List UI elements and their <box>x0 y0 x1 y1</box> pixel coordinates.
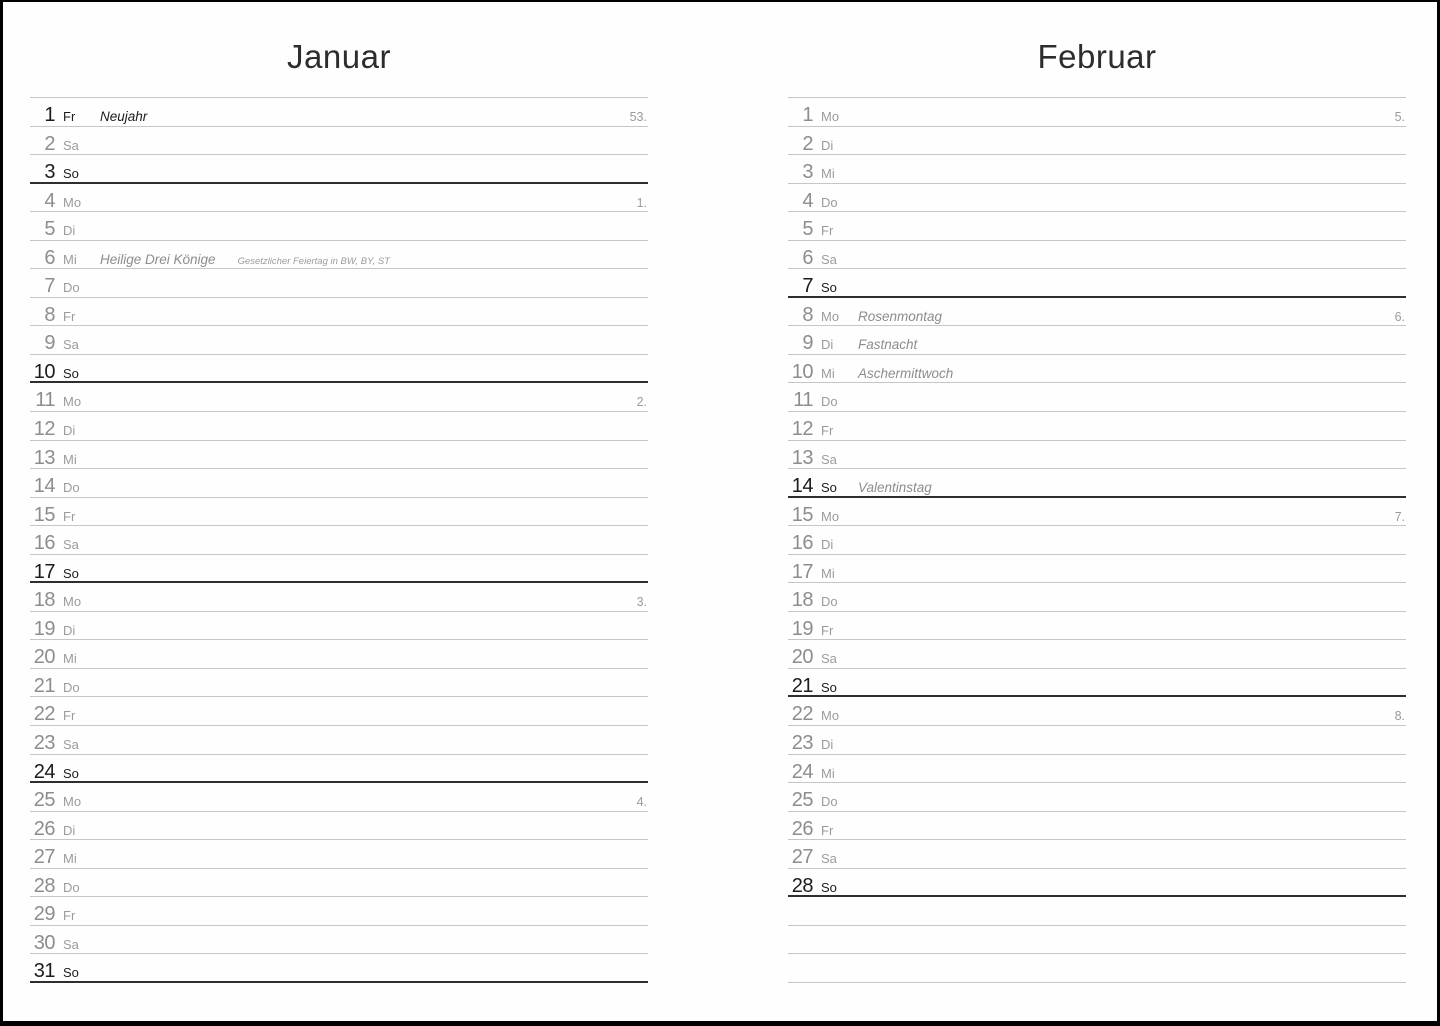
day-number: 5 <box>802 218 813 241</box>
weekday-label: So <box>821 679 837 695</box>
weekday-label: Sa <box>63 537 79 553</box>
holiday-note: Gesetzlicher Feiertag in BW, BY, ST <box>237 255 390 267</box>
day-row <box>788 184 1406 213</box>
day-number: 20 <box>33 646 55 669</box>
day-row <box>30 269 648 298</box>
day-row <box>788 383 1406 412</box>
day-number: 26 <box>33 817 55 840</box>
weekday-label: Di <box>821 337 834 353</box>
day-row <box>30 212 648 241</box>
day-number: 14 <box>33 475 55 498</box>
day-number: 12 <box>791 418 813 441</box>
day-number: 18 <box>33 589 55 612</box>
day-number: 21 <box>791 674 813 697</box>
weekday-label: Mo <box>821 308 840 324</box>
day-number: 25 <box>791 789 813 812</box>
weekday-label: Di <box>63 822 76 838</box>
weekday-label: Fr <box>821 822 834 838</box>
weekday-label: Mo <box>63 194 82 210</box>
day-number: 15 <box>791 503 813 526</box>
day-row <box>30 241 648 270</box>
day-row <box>30 840 648 869</box>
weekday-label: Sa <box>821 651 837 667</box>
day-number: 8 <box>44 303 55 326</box>
day-number: 3 <box>802 161 813 184</box>
day-row <box>30 640 648 669</box>
day-row <box>788 669 1406 698</box>
day-number: 28 <box>33 874 55 897</box>
day-number: 2 <box>802 132 813 155</box>
weekday-label: Do <box>821 194 838 210</box>
day-number: 19 <box>791 617 813 640</box>
day-row <box>788 869 1406 898</box>
weekday-label: So <box>821 480 837 496</box>
day-number: 23 <box>791 732 813 755</box>
day-row <box>30 954 648 983</box>
day-number: 8 <box>802 303 813 326</box>
weekday-label: Mo <box>821 708 840 724</box>
day-row <box>30 612 648 641</box>
day-row <box>30 383 648 412</box>
weekday-label: So <box>821 879 837 895</box>
day-row <box>30 526 648 555</box>
weekday-label: So <box>63 965 79 981</box>
weekday-label: Do <box>821 594 838 610</box>
weekday-label: Di <box>63 622 76 638</box>
weekday-label: Fr <box>821 622 834 638</box>
day-row <box>30 897 648 926</box>
day-row <box>788 526 1406 555</box>
week-number: 1. <box>636 195 647 210</box>
day-row <box>30 669 648 698</box>
day-row <box>788 269 1406 298</box>
weekday-label: Di <box>821 537 834 553</box>
weekday-label: Mo <box>821 109 840 124</box>
day-row <box>788 155 1406 184</box>
weekday-label: Mi <box>63 251 77 267</box>
day-row <box>788 812 1406 841</box>
day-row <box>30 155 648 184</box>
weekday-label: Do <box>821 794 838 810</box>
day-number: 21 <box>33 674 55 697</box>
weekday-label: Do <box>63 280 80 296</box>
day-row <box>30 326 648 355</box>
weekday-label: Mi <box>63 851 77 867</box>
day-number: 17 <box>791 560 813 583</box>
weekday-label: Fr <box>821 423 834 439</box>
weekday-label: Fr <box>63 109 76 124</box>
day-number: 1 <box>44 104 55 126</box>
day-number: 30 <box>33 931 55 954</box>
day-row <box>788 755 1406 784</box>
day-number: 23 <box>33 732 55 755</box>
day-number: 10 <box>791 360 813 383</box>
day-number: 22 <box>33 703 55 726</box>
day-rows <box>30 97 648 983</box>
day-row <box>30 812 648 841</box>
month-january <box>30 2 648 1021</box>
day-number: 9 <box>44 332 55 355</box>
weekday-label: Mi <box>821 166 835 182</box>
day-number: 18 <box>791 589 813 612</box>
day-number: 16 <box>33 532 55 555</box>
day-number: 4 <box>44 189 55 212</box>
weekday-label: Mo <box>63 794 82 810</box>
day-row <box>30 127 648 156</box>
day-row <box>30 697 648 726</box>
day-number: 13 <box>791 446 813 469</box>
weekday-label: Sa <box>63 337 79 353</box>
day-row <box>788 441 1406 470</box>
weekday-label: Sa <box>63 737 79 753</box>
empty-row <box>788 926 1406 955</box>
weekday-label: So <box>63 565 79 581</box>
day-number: 4 <box>802 189 813 212</box>
day-number: 24 <box>791 760 813 783</box>
holiday-label: Rosenmontag <box>858 308 943 324</box>
day-row <box>30 98 648 127</box>
day-number: 19 <box>33 617 55 640</box>
day-number: 29 <box>33 903 55 926</box>
day-number: 11 <box>35 389 55 412</box>
weekday-label: Fr <box>63 908 76 924</box>
day-row <box>788 640 1406 669</box>
weekday-label: Sa <box>821 251 837 267</box>
day-number: 10 <box>33 360 55 383</box>
day-row <box>788 498 1406 527</box>
month-title: Januar <box>287 38 391 75</box>
day-row <box>30 926 648 955</box>
weekday-label: Di <box>821 137 834 153</box>
weekday-label: Fr <box>821 223 834 239</box>
day-row <box>788 355 1406 384</box>
weekday-label: Sa <box>63 137 79 153</box>
holiday-label: Fastnacht <box>858 337 918 353</box>
weekday-label: So <box>63 765 79 781</box>
day-number: 1 <box>802 104 813 126</box>
day-row <box>30 355 648 384</box>
day-number: 22 <box>791 703 813 726</box>
day-row <box>788 212 1406 241</box>
holiday-label: Neujahr <box>100 109 148 124</box>
weekday-label: So <box>821 280 837 296</box>
day-number: 15 <box>33 503 55 526</box>
weekday-label: Mi <box>821 365 835 381</box>
week-number: 7. <box>1394 509 1405 524</box>
week-number: 3. <box>636 595 647 610</box>
day-row <box>788 469 1406 498</box>
day-row <box>788 612 1406 641</box>
day-row <box>30 298 648 327</box>
day-number: 13 <box>33 446 55 469</box>
weekday-label: Fr <box>63 708 76 724</box>
week-number: 5. <box>1394 110 1405 124</box>
day-number: 6 <box>44 246 55 269</box>
weekday-label: Mo <box>63 594 82 610</box>
month-february <box>788 2 1406 1021</box>
day-row <box>788 583 1406 612</box>
empty-row <box>788 897 1406 926</box>
day-number: 9 <box>802 332 813 355</box>
day-number: 11 <box>793 389 813 412</box>
day-row <box>788 783 1406 812</box>
month-title: Februar <box>1037 38 1157 75</box>
weekday-label: Do <box>63 679 80 695</box>
holiday-label: Valentinstag <box>858 480 932 496</box>
day-row <box>788 127 1406 156</box>
day-row <box>788 298 1406 327</box>
weekday-label: Di <box>821 737 834 753</box>
day-number: 6 <box>802 246 813 269</box>
day-row <box>788 555 1406 584</box>
day-row <box>788 241 1406 270</box>
day-number: 12 <box>33 418 55 441</box>
day-row <box>788 840 1406 869</box>
weekday-label: Fr <box>63 508 76 524</box>
day-row <box>30 498 648 527</box>
weekday-label: Do <box>821 394 838 410</box>
day-row <box>30 184 648 213</box>
day-row <box>30 555 648 584</box>
day-row <box>30 726 648 755</box>
weekday-label: Mo <box>821 508 840 524</box>
day-rows <box>788 97 1406 983</box>
day-row <box>788 326 1406 355</box>
day-number: 7 <box>802 275 813 298</box>
week-number: 4. <box>636 795 647 810</box>
weekday-label: Mi <box>821 765 835 781</box>
day-number: 2 <box>44 132 55 155</box>
day-row <box>788 412 1406 441</box>
day-number: 31 <box>33 960 55 983</box>
day-row <box>30 869 648 898</box>
day-number: 3 <box>44 161 55 184</box>
day-row <box>30 755 648 784</box>
day-row <box>788 697 1406 726</box>
day-number: 27 <box>33 846 55 869</box>
day-number: 20 <box>791 646 813 669</box>
week-number: 2. <box>636 395 647 410</box>
weekday-label: Mi <box>63 451 77 467</box>
day-number: 5 <box>44 218 55 241</box>
weekday-label: Sa <box>63 936 79 952</box>
day-number: 25 <box>33 789 55 812</box>
weekday-label: Do <box>63 480 80 496</box>
day-row <box>30 412 648 441</box>
day-number: 24 <box>33 760 55 783</box>
day-row <box>30 469 648 498</box>
day-row <box>30 441 648 470</box>
weekday-label: Di <box>63 423 76 439</box>
weekday-label: Di <box>63 223 76 239</box>
weekday-label: Do <box>63 879 80 895</box>
holiday-label: Aschermittwoch <box>858 365 954 381</box>
weekday-label: Sa <box>821 451 837 467</box>
weekday-label: So <box>63 365 79 381</box>
day-row <box>788 726 1406 755</box>
day-number: 17 <box>33 560 55 583</box>
day-number: 26 <box>791 817 813 840</box>
week-number: 6. <box>1394 309 1405 324</box>
week-number: 8. <box>1394 709 1405 724</box>
day-row <box>30 783 648 812</box>
day-row <box>30 583 648 612</box>
weekday-label: Mi <box>63 651 77 667</box>
weekday-label: So <box>63 166 79 182</box>
week-number: 53. <box>629 110 647 124</box>
weekday-label: Fr <box>63 308 76 324</box>
day-number: 28 <box>791 874 813 897</box>
day-number: 7 <box>44 275 55 298</box>
weekday-label: Mo <box>63 394 82 410</box>
day-number: 27 <box>791 846 813 869</box>
weekday-label: Sa <box>821 851 837 867</box>
holiday-label: Heilige Drei Könige <box>100 251 216 267</box>
empty-row <box>788 954 1406 983</box>
day-number: 16 <box>791 532 813 555</box>
weekday-label: Mi <box>821 565 835 581</box>
day-row <box>788 98 1406 127</box>
day-number: 14 <box>791 475 813 498</box>
